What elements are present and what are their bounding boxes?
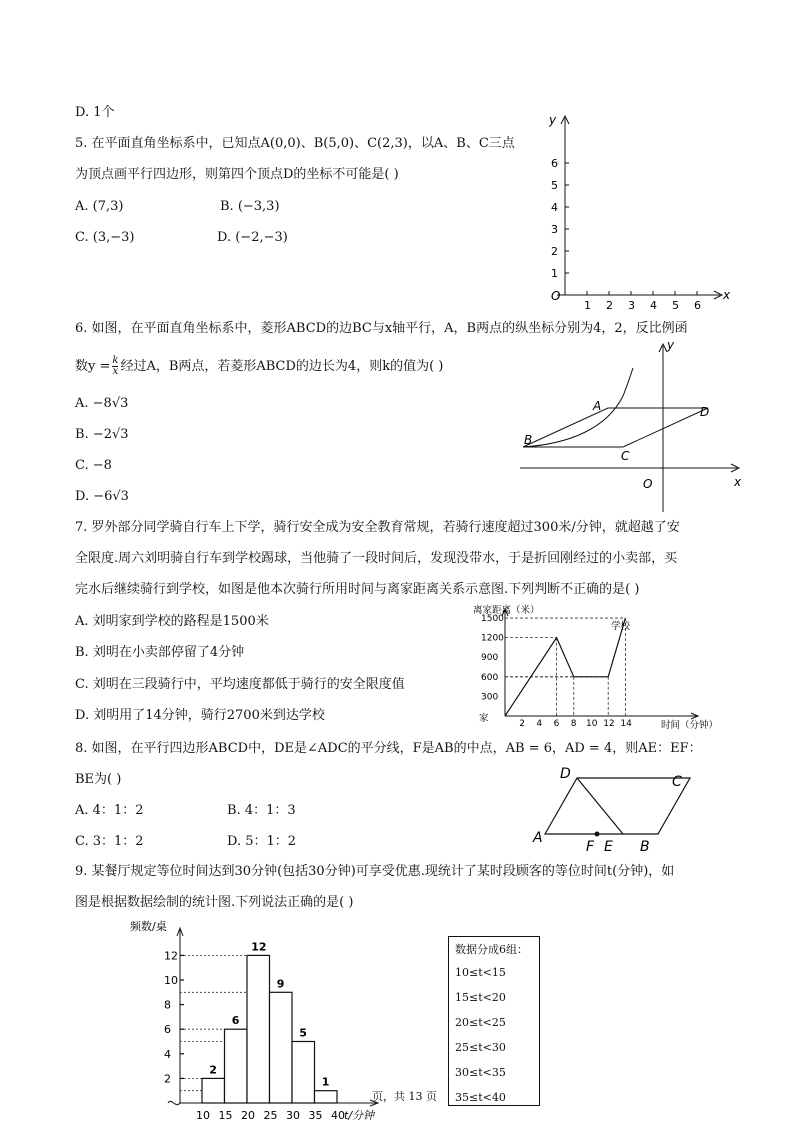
q8-label-c: C <box>672 774 682 790</box>
hist-bar-value: 9 <box>276 977 285 991</box>
q6-option-d: D. −6√3 <box>75 489 129 504</box>
q9-legend-item: 25≤t<30 <box>455 1041 506 1054</box>
q5-option-b: B. (−3,3) <box>220 199 280 214</box>
hist-bar-value: 2 <box>209 1063 217 1077</box>
q7-xtick-label: 2 <box>519 719 525 729</box>
q9-xlabel: t/分钟 <box>344 1109 375 1122</box>
q7-option-a: A. 刘明家到学校的路程是1500米 <box>75 614 269 629</box>
q7-xtick-label: 6 <box>553 719 560 729</box>
q6-option-b: B. −2√3 <box>75 427 129 442</box>
q5-ytick-label: 1 <box>551 267 558 280</box>
q8-point-f <box>595 832 600 837</box>
hist-ytick-label: 12 <box>164 949 178 963</box>
q5-ytick-label: 6 <box>551 157 558 170</box>
q7-xtick-label: 8 <box>570 719 577 729</box>
q7-ytick-label: 1500 <box>481 614 504 625</box>
q7-distance-path <box>505 618 625 716</box>
q5-ytick-label: 2 <box>551 245 558 258</box>
q6-option-c: C. −8 <box>75 458 112 473</box>
q9-stem-line2: 图是根据数据绘制的统计图.下列说法正确的是( ) <box>75 895 354 910</box>
page-footer: 页，共 13 页 <box>372 1090 437 1103</box>
q6-label-d: D <box>700 405 710 419</box>
hist-xtick-label: 10 <box>196 1109 210 1122</box>
q7-ytick-label: 900 <box>481 653 499 664</box>
q7-ytick-label: 300 <box>481 692 499 703</box>
hist-ytick-label: 2 <box>164 1072 171 1086</box>
q6-label-c: C <box>621 449 630 463</box>
hist-xtick-label: 25 <box>263 1109 278 1122</box>
q6-frac-num: k <box>112 355 119 366</box>
q6-frac-den: x <box>112 366 119 377</box>
q9-ylabel: 频数/桌 <box>130 920 167 933</box>
q6-label-b: B <box>524 433 533 447</box>
q5-ytick-label: 5 <box>551 179 558 192</box>
q5-axis-y-label: y <box>549 113 557 127</box>
q7-xtick-label: 4 <box>536 719 543 729</box>
q5-option-d: D. (−2,−3) <box>217 230 288 245</box>
q7-stem-line3: 完水后继续骑行到学校，如图是他本次骑行所用时间与离家距离关系示意图.下列判断不正确的是( ) <box>75 582 640 597</box>
q6-fraction <box>112 356 118 377</box>
q7-option-d: D. 刘明用了14分钟，骑行2700米到达学校 <box>75 708 325 723</box>
q7-option-b: B. 刘明在小卖部停留了4分钟 <box>75 645 245 660</box>
q8-label-f: F <box>586 839 595 854</box>
q5-xtick-label: 6 <box>694 299 701 312</box>
q5-xtick-label: 3 <box>628 299 635 312</box>
q9-legend-item: 35≤t<40 <box>455 1091 506 1104</box>
q8-stem-line2: BE为( ) <box>75 772 122 787</box>
hist-xtick-label: 20 <box>241 1109 255 1122</box>
q7-xtick-label: 14 <box>620 719 632 729</box>
hist-ytick-label: 8 <box>164 998 171 1012</box>
q5-xtick-label: 1 <box>584 299 591 312</box>
hist-ytick-label: 4 <box>164 1047 171 1061</box>
q7-xlabel: 时间（分钟） <box>661 720 719 731</box>
q6-stem-rest: 经过A，B两点，若菱形ABCD的边长为4，则k的值为( ) <box>120 359 444 374</box>
hist-xtick-label: 40 <box>331 1109 345 1122</box>
hist-bar <box>270 992 293 1103</box>
q5-option-a: A. (7,3) <box>75 199 124 214</box>
q6-stem-line1: 6. 如图，在平面直角坐标系中，菱形ABCD的边BC与x轴平行，A，B两点的纵坐标分别为4，2，反比例函 <box>75 321 688 336</box>
q7-xtick-label: 10 <box>586 719 598 729</box>
q7-distance-time-graph <box>465 600 725 732</box>
q8-option-b: B. 4：1：3 <box>227 803 296 818</box>
q6-label-y: y <box>667 340 675 352</box>
hist-bar-value: 12 <box>251 940 267 954</box>
q5-xtick-label: 2 <box>606 299 613 312</box>
q8-option-c: C. 3：1：2 <box>75 834 144 849</box>
q8-label-d: D <box>560 766 571 782</box>
q5-stem-line1: 5. 在平面直角坐标系中，已知点A(0,0)、B(5,0)、C(2,3)，以A、B、C三点 <box>75 136 515 151</box>
q9-legend-item: 30≤t<35 <box>455 1066 506 1079</box>
q8-label-e: E <box>604 839 613 854</box>
q9-histogram <box>128 918 398 1124</box>
q8-option-a: A. 4：1：2 <box>75 803 144 818</box>
q8-option-d: D. 5：1：2 <box>227 834 297 849</box>
q7-ytick-label: 600 <box>481 672 499 683</box>
q7-stem-line1: 7. 罗外部分同学骑自行车上下学，骑行安全成为安全教育常规，若骑行速度超过300米/分钟，就超越了安 <box>75 520 680 535</box>
q5-coordinate-grid <box>535 110 735 315</box>
hist-bar <box>225 1029 248 1103</box>
q5-xtick-label: 5 <box>672 299 679 312</box>
hist-bar <box>247 955 270 1103</box>
q6-label-x: x <box>734 475 742 489</box>
q8-label-a: A <box>533 830 543 846</box>
q5-ytick-label: 3 <box>551 223 558 236</box>
hist-bar-value: 6 <box>231 1014 240 1028</box>
q7-stem-line2: 全限度.周六刘明骑自行车到学校踢球，当他骑了一段时间后，发现没带水，于是折回刚经过的小卖部，买 <box>75 551 678 566</box>
q8-stem-line1: 8. 如图，在平行四边形ABCD中，DE是∠ADC的平分线，F是AB的中点，AB = 6，AD = 4，则AE：EF： <box>75 741 702 756</box>
q6-option-a: A. −8√3 <box>75 396 129 411</box>
q9-legend-title: 数据分成6组： <box>455 943 528 956</box>
q7-ytick-label: 1200 <box>481 633 504 644</box>
q9-stem-line1: 9. 某餐厅规定等位时间达到30分钟(包括30分钟)可享受优惠.现统计了某时段顾客的等位时间t(分钟)，如 <box>75 864 675 879</box>
q5-origin-label: O <box>551 289 561 303</box>
hist-bar <box>315 1091 338 1103</box>
q6-label-a: A <box>593 399 602 413</box>
q6-rhombus-figure <box>515 340 745 515</box>
hist-bar-value: 5 <box>299 1026 307 1040</box>
q7-option-c: C. 刘明在三段骑行中，平均速度都低于骑行的安全限度值 <box>75 677 405 692</box>
q6-label-o: O <box>643 477 653 491</box>
q9-legend-item: 10≤t<15 <box>455 966 506 979</box>
q5-axis-x-label: x <box>723 288 731 302</box>
q5-stem-line2: 为顶点画平行四边形，则第四个顶点D的坐标不可能是( ) <box>75 167 399 182</box>
q7-xtick-label: 12 <box>603 719 615 729</box>
q9-legend-item: 20≤t<25 <box>455 1016 506 1029</box>
q9-group-legend <box>448 936 540 1106</box>
q6-function-lhs: 数y = <box>75 359 111 374</box>
hist-ytick-label: 6 <box>164 1023 171 1037</box>
q7-home-label: 家 <box>479 713 489 724</box>
hist-xtick-label: 15 <box>218 1109 233 1122</box>
q5-option-c: C. (3,−3) <box>75 230 135 245</box>
hist-bar-value: 1 <box>321 1075 330 1089</box>
q5-xtick-label: 4 <box>650 299 657 312</box>
hist-xtick-label: 30 <box>286 1109 300 1122</box>
hist-bar <box>202 1078 225 1103</box>
q9-legend-item: 15≤t<20 <box>455 991 506 1004</box>
q8-parallelogram-figure <box>525 762 705 854</box>
q4-option-d: D. 1个 <box>75 105 115 120</box>
q7-ylabel: 离家距离（米） <box>473 605 540 616</box>
hist-ytick-label: 10 <box>164 974 178 987</box>
q8-label-b: B <box>640 839 650 854</box>
hist-bar <box>292 1042 315 1104</box>
q8-parallelogram <box>545 778 690 834</box>
hist-xtick-label: 35 <box>308 1109 323 1122</box>
q6-stem-line2 <box>75 356 443 377</box>
q7-school-label: 学校 <box>611 621 631 632</box>
q5-ytick-label: 4 <box>551 201 558 214</box>
q6-rhombus <box>523 408 708 447</box>
q8-segment-de <box>577 778 623 834</box>
